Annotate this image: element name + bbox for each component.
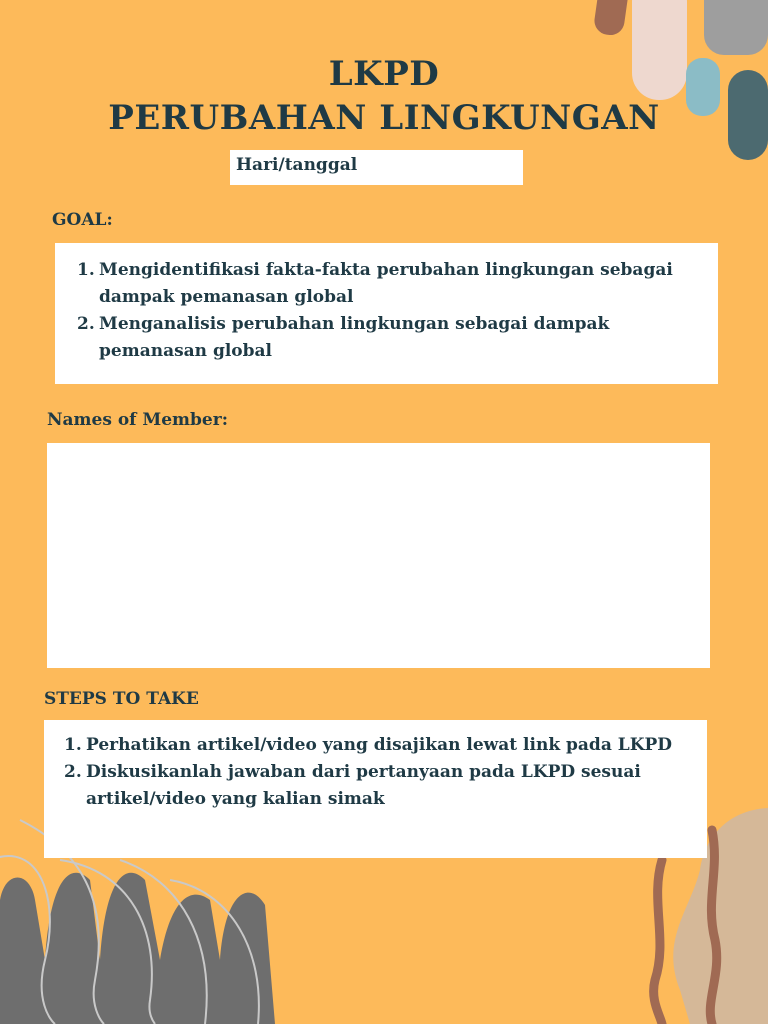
- goal-heading: GOAL:: [52, 210, 113, 230]
- goal-item: [77, 311, 698, 365]
- date-field[interactable]: [230, 150, 523, 185]
- gray-hand-shape: [0, 873, 275, 1024]
- date-field-label: Hari/tanggal: [236, 155, 358, 175]
- steps-heading: STEPS TO TAKE: [44, 689, 199, 709]
- brown-stroke-shape: [710, 830, 716, 1024]
- members-input-area[interactable]: [47, 443, 710, 668]
- goal-item-number: 2.: [77, 314, 95, 334]
- worksheet-title: [0, 52, 768, 140]
- goal-box: [55, 243, 718, 384]
- goal-item-text: Menganalisis perubahan lingkungan sebagai dampak pemanasan global: [99, 314, 610, 361]
- steps-list: [64, 732, 691, 813]
- goal-item: [77, 257, 698, 311]
- title-line-1: LKPD: [328, 54, 440, 94]
- step-item-number: 2.: [64, 762, 82, 782]
- step-item-text: Perhatikan artikel/video yang disajikan lewat link pada LKPD: [86, 735, 673, 755]
- step-item-number: 1.: [64, 735, 82, 755]
- steps-box: [44, 720, 707, 858]
- goal-list: [77, 257, 698, 365]
- step-item: [64, 759, 691, 813]
- step-item: [64, 732, 691, 759]
- brown-pebble-shape: [593, 0, 630, 37]
- title-line-2: PERUBAHAN LINGKUNGAN: [108, 98, 660, 138]
- step-item-text: Diskusikanlah jawaban dari pertanyaan pada LKPD sesuai artikel/video yang kalian simak: [86, 762, 641, 809]
- goal-item-text: Mengidentifikasi fakta-fakta perubahan lingkungan sebagai dampak pemanasan global: [99, 260, 673, 307]
- brown-stroke-shape: [654, 860, 662, 1024]
- members-heading: Names of Member:: [47, 410, 228, 430]
- gray-pebble-shape: [704, 0, 768, 55]
- goal-item-number: 1.: [77, 260, 95, 280]
